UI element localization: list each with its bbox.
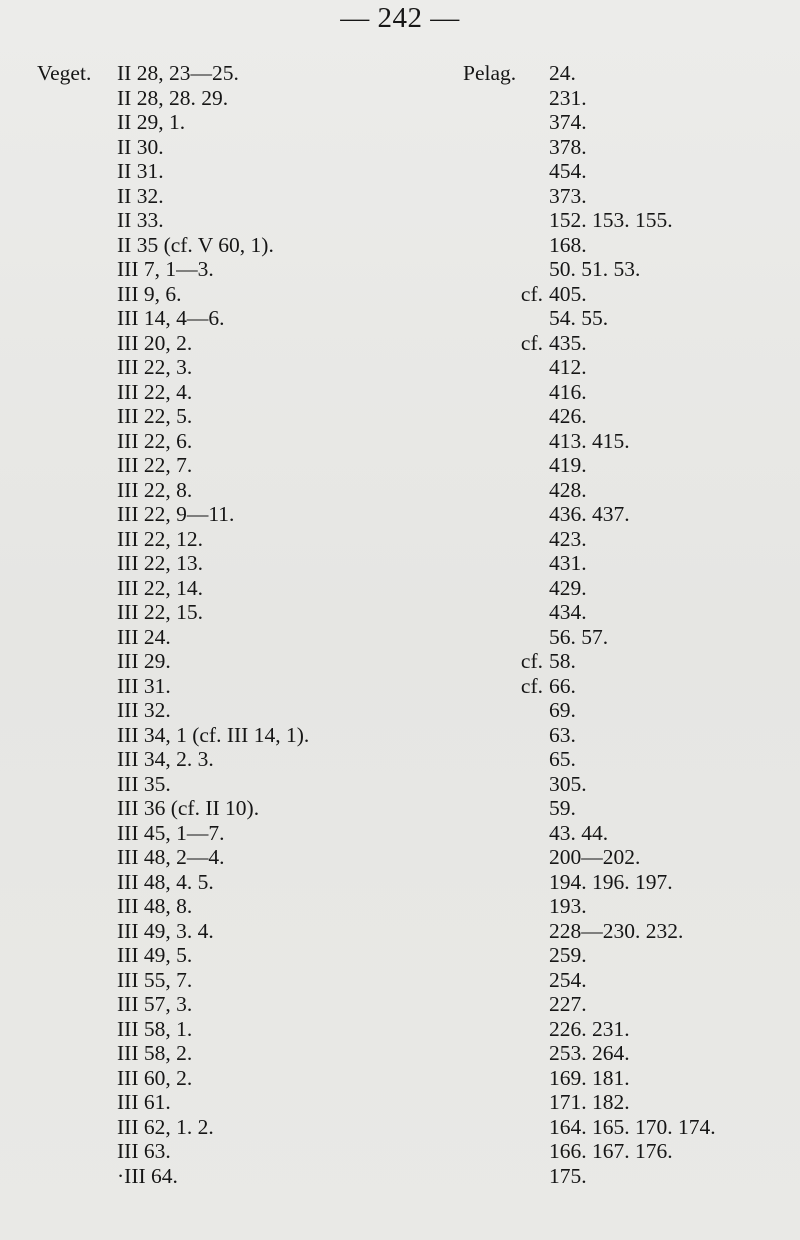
pelagonius-reference [505, 478, 716, 503]
pelagonius-chapter-numbers: 59. [549, 796, 576, 820]
vegetius-reference: II 35 (cf. V 60, 1). [117, 232, 274, 257]
pelagonius-chapter-numbers: 378. [549, 134, 587, 159]
vegetius-reference: III 45, 1—7. [117, 820, 225, 845]
pelagonius-reference [505, 821, 716, 846]
vegetius-reference: II 31. [117, 159, 164, 183]
vegetius-reference: III 22, 9—11. [117, 502, 235, 526]
pelagonius-reference [505, 674, 716, 699]
pelagonius-reference [505, 649, 716, 674]
vegetius-reference: III 35. [117, 771, 171, 796]
vegetius-reference: ·III 64. [117, 1163, 178, 1188]
vegetius-reference: III 22, 3. [117, 355, 193, 379]
pelagonius-chapter-numbers: 431. [549, 551, 587, 575]
pelagonius-reference [505, 331, 716, 356]
pelagonius-chapter-numbers: 226. 231. [549, 1016, 630, 1041]
veget-label: Veget. [37, 61, 92, 85]
pelagonius-chapter-numbers: 428. [549, 477, 587, 502]
pelagonius-chapter-numbers: 50. 51. 53. [549, 257, 641, 281]
pelagonius-reference [505, 208, 716, 233]
vegetius-reference-column [117, 61, 309, 1188]
confer-marker: cf. [520, 649, 543, 673]
vegetius-reference: III 49, 3. 4. [117, 918, 214, 943]
vegetius-reference: III 61. [117, 1090, 171, 1114]
vegetius-reference: III 60, 2. [117, 1065, 193, 1090]
vegetius-reference: III 48, 2—4. [117, 845, 225, 869]
vegetius-reference: II 32. [117, 183, 164, 208]
pelagonius-reference [505, 282, 716, 307]
pelagonius-chapter-numbers: 168. [549, 232, 587, 257]
pelagonius-reference [505, 698, 716, 723]
pelagonius-reference [505, 1115, 716, 1140]
vegetius-reference: III 34, 2. 3. [117, 747, 214, 771]
pelagonius-reference [505, 355, 716, 380]
pelagonius-chapter-numbers: 200—202. [549, 845, 641, 869]
pelagonius-chapter-numbers: 413. 415. [549, 428, 630, 453]
pelagonius-chapter-numbers: 194. 196. 197. [549, 869, 673, 894]
pelagonius-chapter-numbers: 171. 182. [549, 1090, 630, 1114]
pelagonius-chapter-numbers: 434. [549, 600, 587, 624]
pelagonius-reference [505, 257, 716, 282]
pelagonius-reference [505, 625, 716, 650]
pelagonius-reference [505, 723, 716, 748]
pelagonius-chapter-numbers: 405. [549, 281, 587, 306]
pelagonius-reference [505, 992, 716, 1017]
pelagonius-chapter-numbers: 423. [549, 526, 587, 551]
confer-marker: cf. [520, 330, 543, 355]
pelagonius-chapter-numbers: 416. [549, 379, 587, 404]
pelagonius-reference [505, 61, 716, 86]
pelagonius-reference [505, 233, 716, 258]
pelagonius-reference [505, 1017, 716, 1042]
vegetius-reference: III 7, 1—3. [117, 257, 214, 281]
pelagonius-reference [505, 894, 716, 919]
pelagonius-chapter-numbers: 58. [549, 649, 576, 673]
pelagonius-reference [505, 380, 716, 405]
confer-marker: cf. [520, 281, 543, 306]
confer-marker: cf. [520, 673, 543, 698]
vegetius-reference: III 48, 8. [117, 894, 193, 918]
pelagonius-chapter-numbers: 231. [549, 85, 587, 110]
vegetius-reference: II 29, 1. [117, 110, 186, 134]
pelagonius-reference [505, 527, 716, 552]
pelagonius-chapter-numbers: 227. [549, 992, 587, 1016]
pelagonius-reference [505, 919, 716, 944]
vegetius-reference: III 22, 12. [117, 526, 203, 551]
vegetius-reference: III 34, 1 (cf. III 14, 1). [117, 722, 310, 747]
pelagonius-chapter-numbers: 152. 153. 155. [549, 208, 673, 232]
pelagonius-reference [505, 110, 716, 135]
pelagonius-chapter-numbers: 175. [549, 1163, 587, 1188]
pelagonius-reference [505, 1066, 716, 1091]
pelagonius-chapter-numbers: 454. [549, 159, 587, 183]
pelagonius-reference [505, 404, 716, 429]
vegetius-reference: III 22, 7. [117, 453, 193, 477]
pelagonius-reference [505, 1164, 716, 1189]
pelagonius-reference [505, 135, 716, 160]
pelagonius-chapter-numbers: 436. 437. [549, 502, 630, 526]
pelagonius-reference [505, 943, 716, 968]
pelagonius-chapter-numbers: 193. [549, 894, 587, 918]
pelagonius-chapter-numbers: 43. 44. [549, 820, 609, 845]
pelagonius-chapter-numbers: 305. [549, 771, 587, 796]
vegetius-reference: III 22, 14. [117, 575, 203, 600]
pelag-label: Pelag. [463, 61, 517, 85]
vegetius-reference: III 22, 5. [117, 404, 193, 428]
pelagonius-reference [505, 600, 716, 625]
pelagonius-chapter-numbers: 412. [549, 355, 587, 379]
pelagonius-chapter-numbers: 56. 57. [549, 624, 609, 649]
page-number: — 242 — [340, 2, 460, 34]
vegetius-reference: II 28, 28. 29. [117, 85, 229, 110]
pelagonius-chapter-numbers: 228—230. 232. [549, 918, 684, 943]
vegetius-reference: III 24. [117, 624, 171, 649]
vegetius-reference: III 32. [117, 698, 171, 722]
vegetius-reference: III 36 (cf. II 10). [117, 796, 260, 820]
pelagonius-reference [505, 968, 716, 993]
vegetius-reference: III 29. [117, 649, 171, 673]
pelagonius-reference [505, 453, 716, 478]
pelagonius-chapter-numbers: 374. [549, 110, 587, 134]
vegetius-reference: III 31. [117, 673, 171, 698]
vegetius-reference: III 20, 2. [117, 330, 193, 355]
pelagonius-chapter-numbers: 63. [549, 722, 576, 747]
pelagonius-chapter-numbers: 254. [549, 967, 587, 992]
vegetius-reference: III 62, 1. 2. [117, 1114, 214, 1139]
vegetius-reference: III 63. [117, 1139, 171, 1163]
pelagonius-reference [505, 1139, 716, 1164]
pelagonius-reference [505, 502, 716, 527]
pelagonius-reference [505, 159, 716, 184]
pelagonius-chapter-numbers: 24. [549, 61, 576, 85]
pelagonius-reference [505, 870, 716, 895]
pelagonius-reference [505, 1090, 716, 1115]
vegetius-reference: III 9, 6. [117, 281, 182, 306]
vegetius-reference: III 55, 7. [117, 967, 193, 992]
pelagonius-reference [505, 845, 716, 870]
vegetius-reference: III 22, 15. [117, 600, 203, 624]
pelagonius-reference [505, 1041, 716, 1066]
pelagonius-reference [505, 747, 716, 772]
pelagonius-chapter-numbers: 54. 55. [549, 306, 609, 330]
vegetius-reference: III 58, 2. [117, 1041, 193, 1065]
pelagonius-chapter-numbers: 373. [549, 183, 587, 208]
vegetius-reference: II 30. [117, 134, 164, 159]
vegetius-reference: III 49, 5. [117, 943, 193, 967]
pelagonius-reference [505, 184, 716, 209]
pelagonius-reference [505, 306, 716, 331]
pelagonius-chapter-numbers: 429. [549, 575, 587, 600]
pelagonius-chapter-numbers: 169. 181. [549, 1065, 630, 1090]
vegetius-reference: III 22, 4. [117, 379, 193, 404]
pelagonius-chapter-numbers: 426. [549, 404, 587, 428]
pelagonius-reference [505, 796, 716, 821]
vegetius-reference: III 22, 6. [117, 428, 193, 453]
pelagonius-reference [505, 429, 716, 454]
vegetius-reference: II 28, 23—25. [117, 61, 239, 85]
pelagonius-reference-column [505, 61, 716, 1188]
vegetius-reference: III 58, 1. [117, 1016, 193, 1041]
pelagonius-chapter-numbers: 66. [549, 673, 576, 698]
pelagonius-chapter-numbers: 69. [549, 698, 576, 722]
pelagonius-chapter-numbers: 259. [549, 943, 587, 967]
pelagonius-chapter-numbers: 253. 264. [549, 1041, 630, 1065]
pelagonius-chapter-numbers: 419. [549, 453, 587, 477]
vegetius-reference: III 48, 4. 5. [117, 869, 214, 894]
vegetius-reference: III 57, 3. [117, 992, 193, 1016]
vegetius-reference: III 22, 8. [117, 477, 193, 502]
pelagonius-reference [505, 772, 716, 797]
vegetius-reference: III 14, 4—6. [117, 306, 225, 330]
pelagonius-chapter-numbers: 435. [549, 330, 587, 355]
pelagonius-chapter-numbers: 65. [549, 747, 576, 771]
vegetius-reference: III 22, 13. [117, 551, 203, 575]
vegetius-reference: II 33. [117, 208, 164, 232]
pelagonius-reference [505, 551, 716, 576]
pelagonius-reference [505, 86, 716, 111]
pelagonius-chapter-numbers: 166. 167. 176. [549, 1139, 673, 1163]
pelagonius-reference [505, 576, 716, 601]
pelagonius-chapter-numbers: 164. 165. 170. 174. [549, 1114, 716, 1139]
